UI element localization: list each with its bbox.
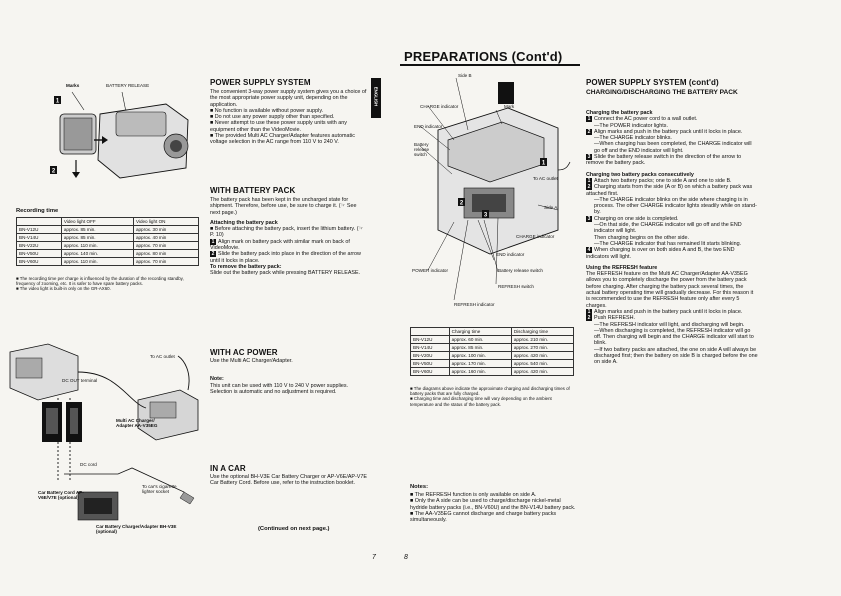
step-item: 3 Slide the battery release switch in the direction of the arrow to remove the battery pack.: [586, 154, 742, 167]
battery-release-switch-label: Battery release switch: [414, 142, 430, 158]
power-supply-body: [210, 89, 368, 146]
bullet-item: ■ The provided Multi AC Charger/Adapter features automatic voltage selection in the AC range from 110 V to 240 V.: [210, 133, 355, 146]
dc-cord-label: DC cord: [80, 462, 97, 467]
step-item: 2 Align marks and push in the battery pack until it locks in place.: [587, 128, 743, 135]
step-1-marker: 1: [55, 98, 60, 105]
table-header-row: [17, 218, 199, 226]
step-item: —The CHARGE indicator that has remained lit starts blinking.: [594, 240, 742, 247]
car-body: [210, 474, 368, 487]
bullet-item: ■ Before attaching the battery pack, insert the lithium battery. (☞ P. 10): [210, 226, 364, 239]
ac-power-title: WITH AC POWER: [210, 348, 278, 357]
table-cell: BN-V22U: [17, 242, 62, 250]
table-cell: approx. 160 min.: [449, 368, 511, 376]
bullet-item: ■ Do not use any power supply other than specified.: [210, 114, 335, 121]
page-number-left: 7: [372, 554, 376, 561]
step-item: 2 Slide the battery pack into place in the direction of the arrow until it locks in place.: [210, 251, 361, 264]
table-header-cell: [411, 328, 450, 336]
table-cell: BN-V50U: [411, 360, 450, 368]
step-item: —On that side, the CHARGE indicator will go off and the END indicator will light.: [594, 222, 742, 235]
table-cell: approx. 140 min.: [61, 250, 133, 258]
car-battery-cord-label: Car Battery Cord AP-V6E/V7E (optional): [38, 490, 84, 501]
notes-heading: Notes:: [410, 484, 429, 490]
step-item: —The REFRESH indicator will light, and discharging will begin.: [594, 321, 745, 328]
marks-label: Marks: [66, 83, 80, 88]
page-title: PREPARATIONS (Cont'd): [404, 49, 563, 64]
step-item: —When charging has been completed, the CHARGE indicator will go off and the END indicator will light.: [594, 141, 752, 154]
table-cell: approx. 210 min.: [511, 336, 573, 344]
table-cell: BN-V14U: [411, 344, 450, 352]
step-item: 1 Attach two battery packs; one to side A and one to side B.: [587, 177, 732, 184]
table-cell: BN-V12U: [411, 336, 450, 344]
step-item: 1 Align marks and push in the battery pack until it locks in place.: [587, 308, 743, 315]
step-2-marker: 2: [51, 168, 56, 175]
table-cell: approx. 420 min.: [511, 352, 573, 360]
paragraph: Use the optional BH-V3E Car Battery Charger or AP-V6E/AP-V7E Car Battery Cord. Before use, refer to the instruction booklet.: [210, 474, 367, 487]
step-item: 3 Charging on one side is completed.: [587, 215, 679, 222]
table-cell: approx. 85 min.: [61, 226, 133, 234]
step-item: 2 Charging starts from the side (A or B) on which a battery pack was attached first.: [586, 184, 753, 197]
table-cell: BN-V14U: [17, 234, 62, 242]
table-cell: BN-V60U: [17, 258, 62, 266]
table-cell: approx. 30 min: [133, 226, 198, 234]
table-cell: BN-V50U: [17, 250, 62, 258]
notes-list: [410, 492, 576, 523]
table-cell: approx. 420 min.: [511, 368, 573, 376]
refresh-indicator-label: REFRESH indicator: [454, 302, 495, 307]
recording-time-notes: [16, 276, 202, 292]
charge-indicator-label: CHARGE indicator: [420, 104, 459, 109]
table-cell: approx. 70 min: [133, 242, 198, 250]
mark-label: Mark: [504, 104, 515, 109]
charging-table-notes: [410, 386, 576, 407]
to-ac-outlet-label: To AC outlet: [533, 176, 558, 181]
refresh-heading: Using the REFRESH feature: [586, 264, 658, 271]
note-item: ■ The diagrams above indicate the approximate charging and discharging times of battery packs that are fully charged.: [410, 386, 570, 397]
note-item: ■ The video light is built-in only on the GR-AX60.: [16, 286, 111, 292]
step-item: —The CHARGE indicator blinks.: [594, 135, 672, 142]
car-title: IN A CAR: [210, 464, 246, 473]
multi-ac-charger-label: Multi AC Charger/ Adapter AA-V35EG: [116, 418, 158, 429]
cigarette-socket-label: To car's cigarette lighter socket: [142, 484, 177, 495]
two-packs-heading: Charging two battery packs consecutively: [586, 171, 694, 178]
note-item: ■ The AA-V35EG cannot discharge and charge battery packs simultaneously.: [410, 510, 557, 524]
battery-release-label: BATTERY RELEASE: [106, 83, 150, 88]
paragraph: Slide out the battery pack while pressing BATTERY RELEASE.: [210, 270, 361, 277]
table-cell: BN-V12U: [17, 226, 62, 234]
step-item: —When discharging is completed, the REFRESH indicator will go off. Then charging will begin and the CHARGE indicator will start to blink.: [594, 327, 754, 347]
step-item: 1 Align mark on battery pack with similar mark on back of VideoMovie.: [210, 238, 350, 252]
step-item: —The POWER indicator lights.: [594, 122, 668, 129]
note-item: ■ Charging time and discharging time will vary depending on the ambient temperature and the status of the battery pack.: [410, 396, 552, 407]
page-number-right: 8: [404, 554, 408, 561]
charge-indicator-a-label: CHARGE indicator: [516, 234, 555, 239]
car-battery-charger-label: Car Battery Charger/Adapter BH-V3E (optional): [96, 524, 177, 535]
battery-release-switch-a-label: Battery release switch: [498, 268, 543, 273]
table-header-cell: Charging time: [449, 328, 511, 336]
to-ac-outlet-label: To AC outlet: [150, 354, 175, 359]
note-item: ■ The REFRESH function is only available on side A.: [410, 492, 537, 498]
table-cell: approx. 70 min: [133, 258, 198, 266]
refresh-switch-label: REFRESH switch: [498, 284, 534, 289]
table-cell: approx. 85 min.: [61, 234, 133, 242]
table-cell: approx. 270 min.: [511, 344, 573, 352]
step-1-marker: 1: [541, 160, 546, 167]
charging-steps: [586, 110, 758, 366]
table-row: [411, 368, 574, 376]
table-cell: approx. 540 min.: [511, 360, 573, 368]
table-row: [17, 234, 199, 242]
recording-time-heading: Recording time: [16, 208, 59, 214]
step-item: —If two battery packs are attached, the one on side A will always be discharged first; then the battery on side B is charged before the one on side A.: [594, 346, 758, 366]
end-indicator-label: END indicator: [414, 124, 443, 129]
table-cell: BN-V60U: [411, 368, 450, 376]
charging-heading: Charging the battery pack: [586, 110, 653, 116]
step-item: 2 Push REFRESH.: [587, 315, 636, 322]
dc-out-terminal-label: DC OUT terminal: [62, 378, 98, 383]
step-item: Then charging begins on the other side.: [594, 234, 689, 241]
side-a-label: Side A: [544, 205, 558, 210]
table-row: [411, 360, 574, 368]
recording-time-table: [16, 217, 199, 266]
table-row: [17, 242, 199, 250]
power-supply-title: POWER SUPPLY SYSTEM: [210, 78, 311, 87]
table-header-cell: Discharging time: [511, 328, 573, 336]
paragraph: Use the Multi AC Charger/Adapter.: [210, 358, 293, 364]
table-cell: approx. 100 min.: [449, 352, 511, 360]
english-language-tab: ENGLISH: [371, 78, 381, 118]
ac-power-body: [210, 358, 368, 395]
note-item: ■ Only the A side can be used to charge/discharge nickel-metal hydride battery packs (i.e., BN-V60U) and the BN-V14U battery pack.: [410, 498, 576, 511]
paragraph: The convenient 3-way power supply system gives you a choice of the most appropriate power supply unit, depending on the application.: [210, 89, 367, 108]
table-cell: approx. 60 min.: [449, 336, 511, 344]
table-row: [17, 226, 199, 234]
charging-discharging-heading: CHARGING/DISCHARGING THE BATTERY PACK: [586, 89, 738, 96]
table-header-cell: Video light ON: [133, 218, 198, 226]
table-cell: BN-V20U: [411, 352, 450, 360]
table-row: [411, 344, 574, 352]
note-item: ■ The recording time per charge is influenced by the duration of the recording standby, frequency of zooming, etc. It is safer to have spare battery packs.: [16, 276, 184, 287]
title-rule: [400, 64, 580, 66]
power-supply-cont-title: POWER SUPPLY SYSTEM (cont'd): [586, 78, 719, 87]
table-cell: approx. 85 min.: [449, 344, 511, 352]
table-header-row: [411, 328, 574, 336]
paragraph: The battery pack has been kept in the uncharged state for shipment. Therefore, before use, be sure to charge it. (☞ See next page.): [210, 197, 357, 216]
step-3-marker: 3: [483, 212, 488, 219]
continued-note: (Continued on next page.): [258, 526, 330, 532]
table-row: [411, 336, 574, 344]
table-row: [17, 258, 199, 266]
battery-pack-title: WITH BATTERY PACK: [210, 186, 296, 195]
remove-heading: To remove the battery pack:: [210, 263, 282, 270]
table-cell: approx. 80 min: [133, 250, 198, 258]
table-cell: approx. 110 min.: [61, 258, 133, 266]
table-header-cell: [17, 218, 62, 226]
paragraph: This unit can be used with 110 V to 240 V power supplies. Selection is automatic and no adjustment is required.: [210, 382, 349, 395]
camcorder-battery-figure: [36, 86, 204, 194]
table-cell: approx. 110 min.: [61, 242, 133, 250]
bullet-item: ■ No function is available without power supply.: [210, 107, 324, 114]
table-cell: approx. 40 min: [133, 234, 198, 242]
note-heading: Note:: [210, 376, 224, 383]
power-indicator-label: POWER indicator: [412, 268, 448, 273]
step-item: 1 Connect the AC power cord to a wall outlet.: [587, 116, 698, 123]
step-item: 4 When charging is over on both sides A and B, the two END indicators will light.: [586, 247, 735, 260]
paragraph: The REFRESH feature on the Multi AC Charger/Adapter AA-V35EG allows you to completely discharge the power from the battery pack before charging. After charging the battery pack several times, the actual battery operating time will gradually decrease. For this reason it is recommended to use the REFRESH feature only after every 5 charges.: [586, 271, 754, 309]
end-indicator-a-label: END indicator: [496, 252, 525, 257]
step-2-marker: 2: [459, 200, 464, 207]
table-row: [411, 352, 574, 360]
table-header-cell: Video light OFF: [61, 218, 133, 226]
step-item: —The CHARGE indicator blinks on the side where charging is in process. The other CHARGE indicator lights steadily while on stand-by.: [594, 196, 757, 216]
table-cell: approx. 170 min.: [449, 360, 511, 368]
side-b-label: Side B: [458, 73, 472, 78]
charging-time-table: [410, 327, 574, 376]
battery-pack-body: [210, 197, 368, 277]
table-row: [17, 250, 199, 258]
attach-heading: Attaching the battery pack: [210, 219, 278, 226]
bullet-item: ■ Never attempt to use these power supply units with any equipment other than the VideoMovie.: [210, 120, 347, 133]
